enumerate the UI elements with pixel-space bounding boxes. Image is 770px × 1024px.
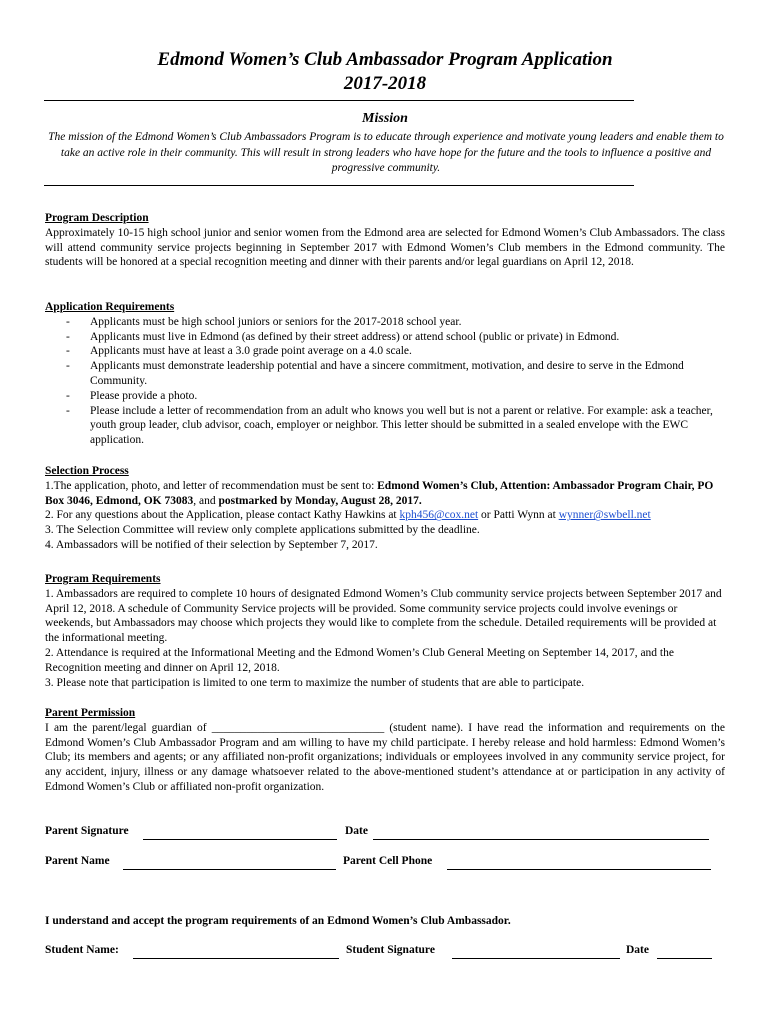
requirements-list (45, 315, 725, 448)
email-link-patti[interactable]: wynner@swbell.net (558, 509, 651, 522)
program-requirements-heading: Program Requirements (45, 573, 161, 585)
list-item: - Applicants must have at least a 3.0 grade point average on a 4.0 scale. (66, 345, 412, 358)
acceptance-statement: I understand and accept the program requirements of an Edmond Women’s Club Ambassador. (45, 915, 511, 927)
parent-name-label: Parent Name (45, 855, 110, 867)
title-line-1: Edmond Women’s Club Ambassador Program Application (157, 49, 613, 70)
list-item: - Applicants must be high school juniors or seniors for the 2017-2018 school year. (66, 315, 462, 328)
parent-permission-section (45, 706, 725, 795)
program-requirement-2: 2. Attendance is required at the Informational Meeting and the Edmond Women’s Club General Meeting on September 14, 2017, and the Recognition meeting and dinner on April 12, 2018. (45, 646, 674, 674)
student-name-field[interactable] (133, 947, 339, 959)
parent-cell-field[interactable] (447, 858, 711, 870)
program-description-heading: Program Description (45, 212, 149, 224)
student-date-field[interactable] (657, 947, 712, 959)
student-name-label: Student Name: (45, 944, 119, 956)
selection-process-heading: Selection Process (45, 465, 129, 477)
mission-heading: Mission (362, 111, 408, 126)
student-name-blank[interactable]: ______________________________ (211, 721, 385, 734)
program-description-section (45, 211, 725, 270)
selection-item-1: 1.The application, photo, and letter of recommendation must be sent to: Edmond Women’s Club, Attention: Ambassador Program Chair, PO Box 3046, Edmond, OK 73083, and postmarked by Monday, August 28, 2017. (45, 479, 714, 507)
selection-process-section (45, 464, 725, 553)
program-requirement-1: 1. Ambassadors are required to complete 10 hours of designated Edmond Women’s Club community service projects between September 2017 and April 12, 2018. A schedule of Community Service projects will be provided. Some community service projects could involve evenings or weekends, but Ambassadors may choose which projects they would like to complete from the schedule. Detailed requirements will be provided at the informational meeting. (45, 587, 722, 645)
parent-signature-label: Parent Signature (45, 825, 129, 837)
list-item: - Applicants must demonstrate leadership potential and have a sincere commitment, motivation, and desire to serve in the Edmond Community. (66, 360, 684, 387)
date-label: Date (345, 825, 368, 837)
parent-permission-text: I am the parent/legal guardian of ______________________________ (student name). I have read the information and requirements on the Edmond Women’s Club Ambassador Program and am willing to have my child participate. I hereby release and hold harmless: Edmond Women’s Club; its members and agents; or any affiliated non-profit organizations; individuals or employees involved in any community service project, for any accident, injury, illness or any damage whatsoever related to the above-mentioned student’s attendance at or participation in any activity of Edmond Women’s Club or affiliated non-profit organization. (45, 721, 725, 793)
parent-signature-field[interactable] (143, 828, 337, 840)
email-link-kathy[interactable]: kph456@cox.net (399, 509, 479, 522)
parent-date-field[interactable] (373, 828, 709, 840)
list-item: - Please provide a photo. (66, 389, 198, 402)
parent-permission-heading: Parent Permission (45, 707, 136, 719)
mission-divider (44, 185, 634, 186)
list-item: - Applicants must live in Edmond (as defined by their street address) or attend school (public or private) in Edmond. (66, 330, 620, 343)
parent-name-field[interactable] (123, 858, 336, 870)
program-requirements-section (45, 572, 725, 690)
list-item: - Please include a letter of recommendation from an adult who knows you well but is not a parent or relative. For example: ask a teacher, youth group leader, club advisor, coach, employer or neighbor. This letter should be submitted in a sealed envelope with the EWC application. (66, 404, 713, 447)
student-date-label: Date (626, 944, 649, 956)
selection-item-2: 2. For any questions about the Application, please contact Kathy Hawkins at kph456@cox.net or Patti Wynn at wynner@swbell.net (45, 509, 651, 522)
mailing-address: Edmond Women’s Club, Attention: Ambassador Program Chair, PO Box 3046, Edmond, OK 73083 (45, 479, 714, 507)
selection-item-4: 4. Ambassadors will be notified of their selection by September 7, 2017. (45, 538, 378, 551)
postmark-deadline: postmarked by Monday, August 28, 2017. (218, 494, 422, 507)
document-title (40, 48, 730, 96)
student-signature-label: Student Signature (346, 944, 435, 956)
application-requirements-section (45, 300, 725, 448)
program-description-text: Approximately 10-15 high school junior and senior women from the Edmond area are selected for Edmond Women’s Club Ambassadors. The class will attend community service projects beginning in September 2017 with Edmond Women’s Club members in the Edmond community. The students will be honored at a special recognition meeting and dinner with their parents and/or legal guardians on April 12, 2018. (45, 226, 725, 269)
title-divider (44, 100, 634, 101)
title-line-2: 2017-2018 (343, 73, 427, 94)
application-requirements-heading: Application Requirements (45, 301, 175, 313)
selection-item-3: 3. The Selection Committee will review only complete applications submitted by the deadline. (45, 524, 480, 537)
program-requirement-3: 3. Please note that participation is limited to one term to maximize the number of students that are able to participate. (45, 676, 585, 689)
mission-text: The mission of the Edmond Women’s Club Ambassadors Program is to educate through experience and motivate young leaders and enable them to take an active role in their community. This will result in strong leaders who have hope for the future and the tools to influence a positive and progressive community. (48, 131, 724, 174)
parent-cell-label: Parent Cell Phone (343, 855, 433, 867)
student-signature-field[interactable] (452, 947, 620, 959)
